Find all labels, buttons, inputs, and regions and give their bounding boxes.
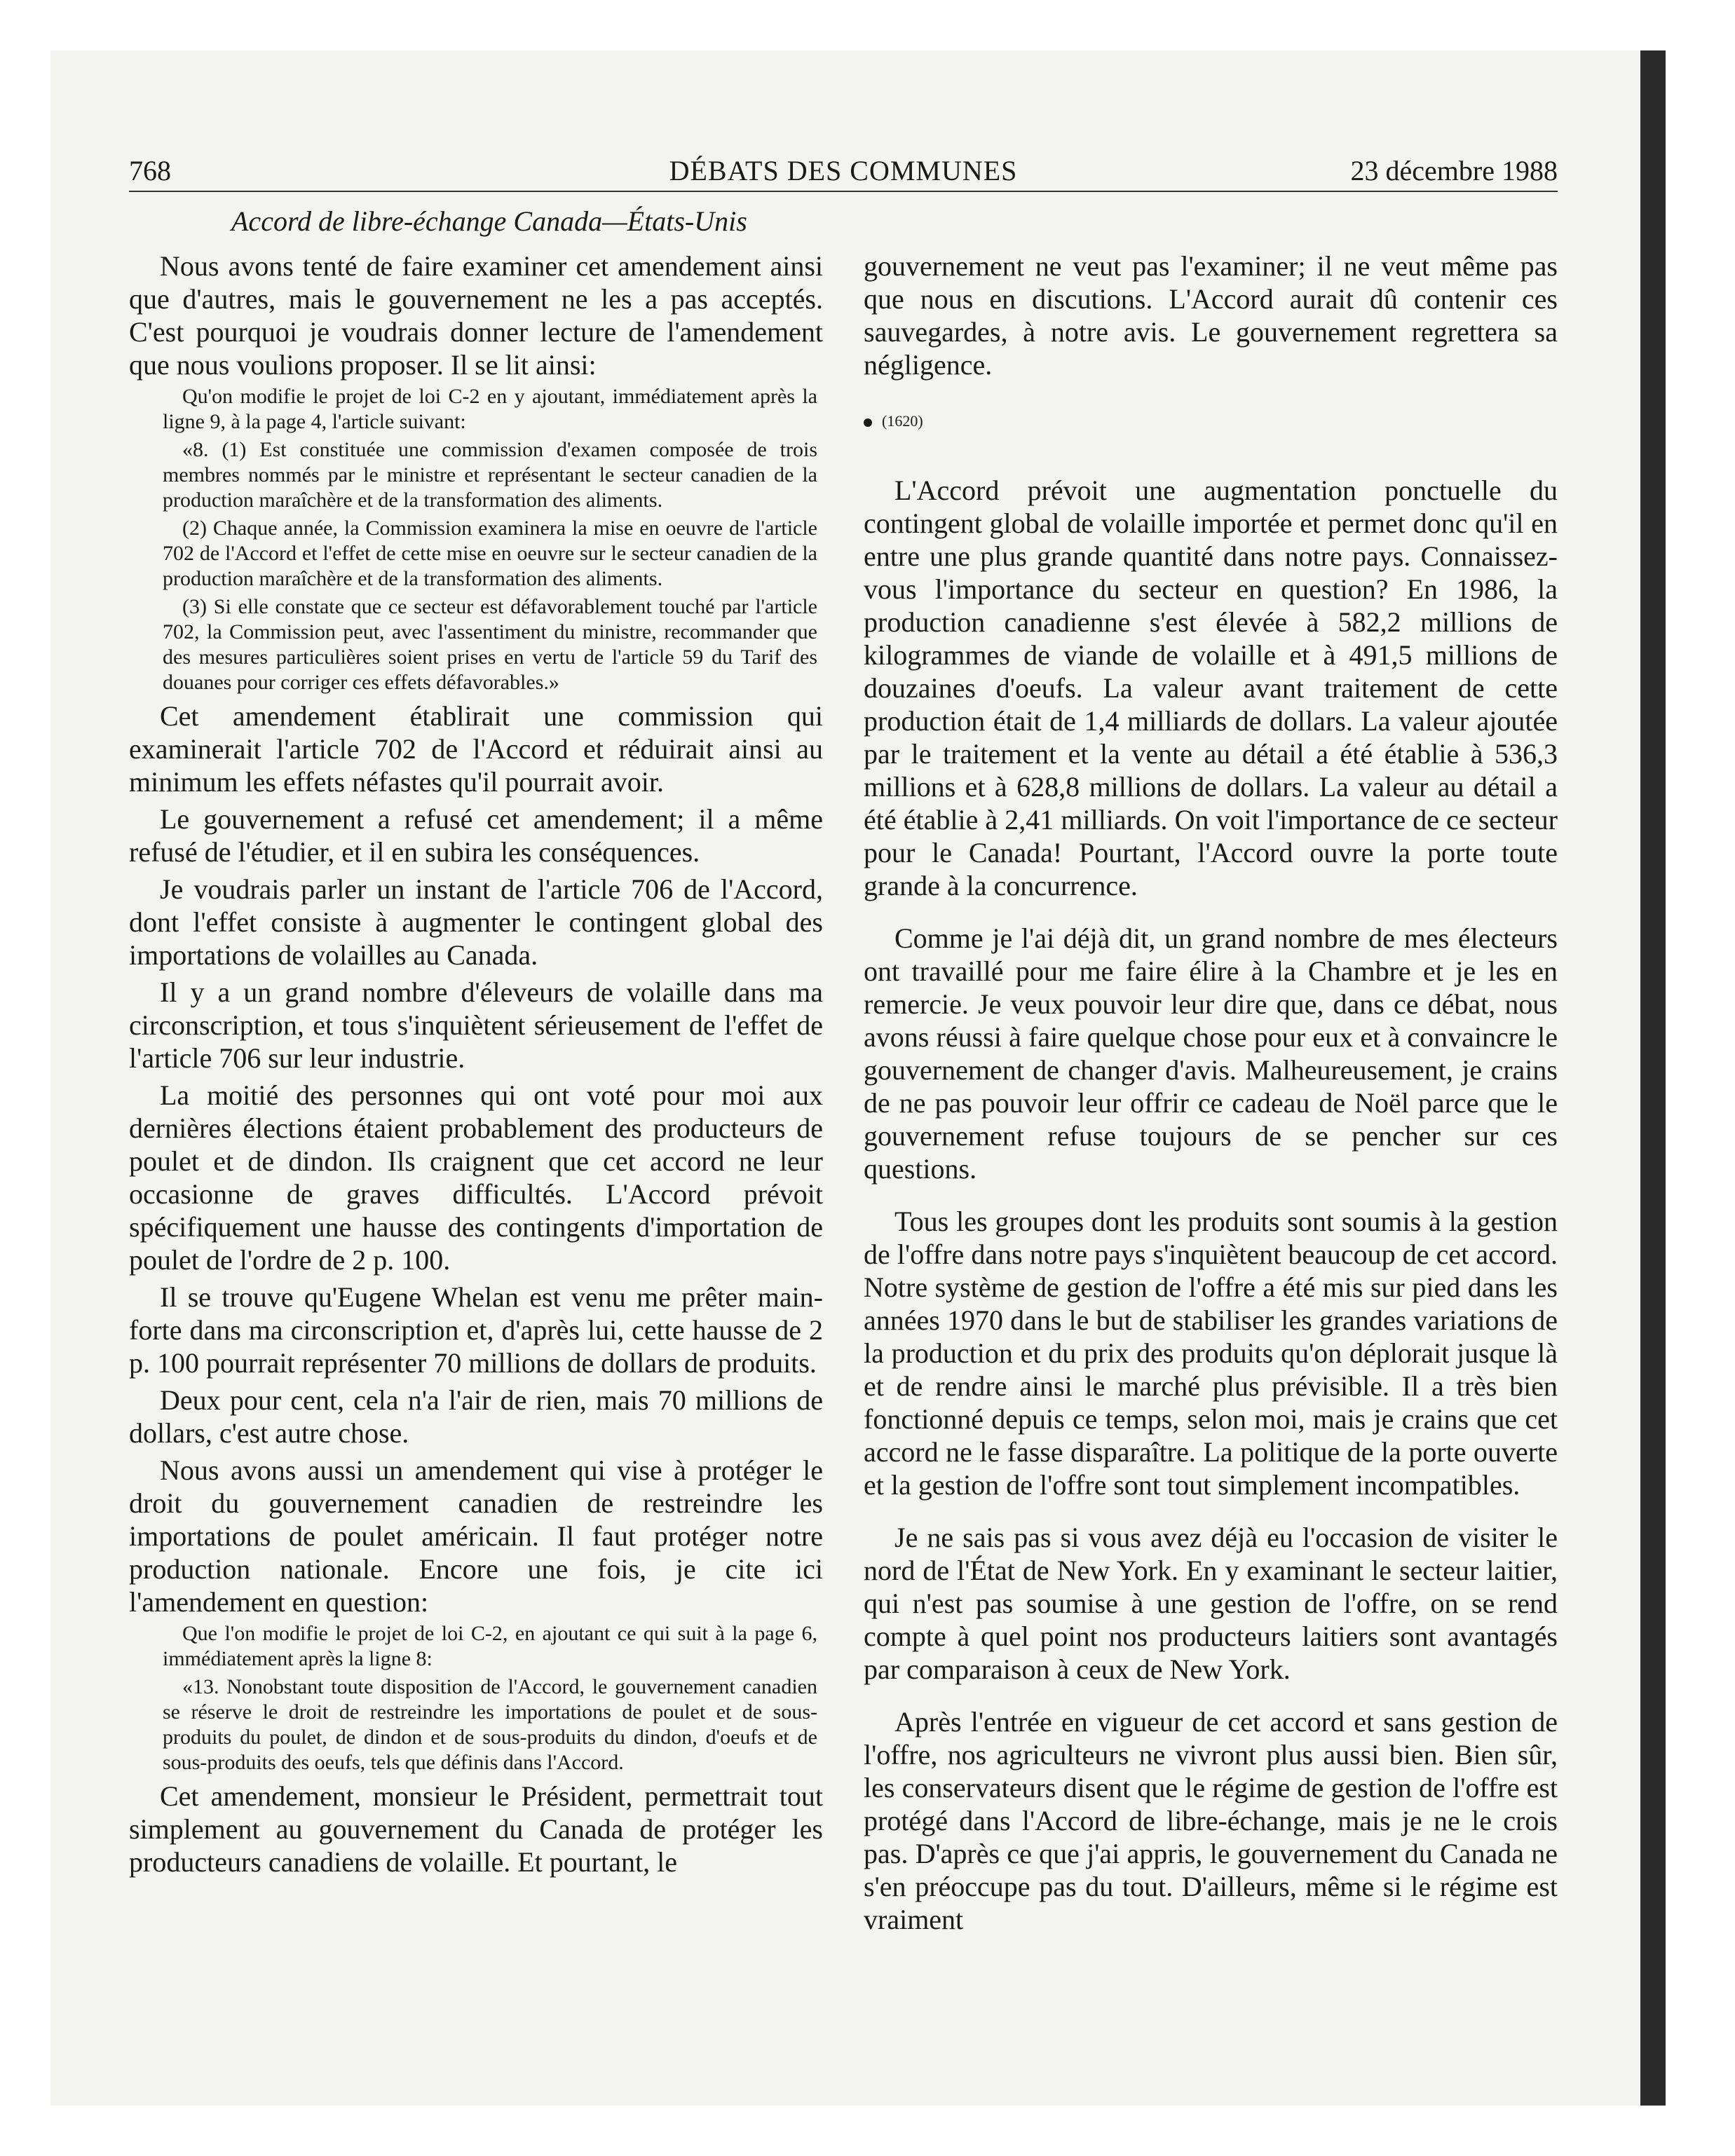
- paragraph: gouvernement ne veut pas l'examiner; il ne veut même pas que nous en discutions. L'Accord aurait dû contenir ces sauvegardes, à notre avis. Le gouvernement regrettera sa négligence.: [864, 250, 1558, 381]
- paragraph: Cet amendement, monsieur le Président, permettrait tout simplement au gouvernement du Canada de protéger les producteurs canadiens de volaille. Et pourtant, le: [129, 1780, 823, 1878]
- quoted-motion: Que l'on modifie le projet de loi C-2, en ajoutant ce qui suit à la page 6, immédiatement après la ligne 8:: [163, 1622, 817, 1670]
- publication-title: DÉBATS DES COMMUNES: [669, 155, 1018, 186]
- paragraph: Cet amendement établirait une commission qui examinerait l'article 702 de l'Accord et réduirait ainsi au minimum les effets néfastes qu'il pourrait avoir.: [129, 700, 823, 798]
- quoted-motion: Qu'on modifie le projet de loi C-2 en y ajoutant, immédiatement après la ligne 9, à la page 4, l'article suivant:: [163, 385, 817, 433]
- paragraph: Après l'entrée en vigueur de cet accord et sans gestion de l'offre, nos agriculteurs ne vivront plus aussi bien. Bien sûr, les conservateurs disent que le régime de gestion de l'offre est protégé dans l'Accord de libre-échange, mais je ne le crois pas. D'après ce que j'ai appris, le gouvernement du Canada ne s'en préoccupe pas du tout. D'ailleurs, même si le régime est vraiment: [864, 1706, 1558, 1935]
- paragraph: Le gouvernement a refusé cet amendement; il a même refusé de l'étudier, et il en subira les conséquences.: [129, 803, 823, 868]
- quoted-clause: «13. Nonobstant toute disposition de l'Accord, le gouvernement canadien se réserve le droit de restreindre les importations de poulet et de sous-produits du poulet, de dindon et de sous-produits du dindon, d'oeufs et de sous-produits des oeufs, tels que définis dans l'Accord.: [163, 1675, 817, 1774]
- paragraph: Nous avons aussi un amendement qui vise à protéger le droit du gouvernement canadien de restreindre les importations de poulet américain. Il faut protéger notre production nationale. Encore une fois, je cite ici l'amendement en question:: [129, 1454, 823, 1618]
- paragraph: Il y a un grand nombre d'éleveurs de volaille dans ma circonscription, et tous s'inquiètent sérieusement de l'effet de l'article 706 sur leur industrie.: [129, 976, 823, 1074]
- right-column: [864, 250, 1558, 1936]
- paragraph: Il se trouve qu'Eugene Whelan est venu me prêter main-forte dans ma circonscription et, d'après lui, cette hausse de 2 p. 100 pourrait représenter 70 millions de dollars de produits.: [129, 1281, 823, 1379]
- quoted-clause: (3) Si elle constate que ce secteur est défavorablement touché par l'article 702, la Commission peut, avec l'assentiment du ministre, recommander que des mesures particulières soient prises en vertu de l'article 59 du Tarif des douanes pour corriger ces effets défavorables.»: [163, 595, 817, 694]
- quoted-clause: «8. (1) Est constituée une commission d'examen composée de trois membres nommés par le ministre et représentant le secteur canadien de la production maraîchère et de la transformation des aliments.: [163, 438, 817, 512]
- paragraph: L'Accord prévoit une augmentation ponctuelle du contingent global de volaille importée et permet donc qu'il en entre une plus grande quantité dans notre pays. Connaissez-vous l'importance du secteur en question? En 1986, la production canadienne s'est élevée à 582,2 millions de kilogrammes de viande de volaille et à 491,5 millions de douzaines d'oeufs. La valeur avant traitement de cette production était de 1,4 milliards de dollars. La valeur ajoutée par le traitement et la vente au détail a été établie à 536,3 millions et à 628,8 millions de dollars. La valeur au détail a été établie à 2,41 milliards. On voit l'importance de ce secteur pour le Canada! Pourtant, l'Accord ouvre la porte toute grande à la concurrence.: [864, 475, 1558, 901]
- paragraph: Deux pour cent, cela n'a l'air de rien, mais 70 millions de dollars, c'est autre chose.: [129, 1384, 823, 1449]
- scan-edge-shadow: [1640, 50, 1666, 2106]
- paragraph: Nous avons tenté de faire examiner cet amendement ainsi que d'autres, mais le gouvernement ne les a pas acceptés. C'est pourquoi je voudrais donner lecture de l'amendement que nous voulions proposer. Il se lit ainsi:: [129, 250, 823, 381]
- paragraph: Tous les groupes dont les produits sont soumis à la gestion de l'offre dans notre pays s'inquiètent beaucoup de cet accord. Notre système de gestion de l'offre a été mis sur pied dans les années 1970 dans le but de stabiliser les grandes variations de la production et du prix des produits qu'on déplorait jusque là et de rendre ainsi le marché plus prévisible. Il a très bien fonctionné depuis ce temps, selon moi, mais je crains que cet accord ne le fasse disparaître. La politique de la porte ouverte et la gestion de l'offre sont tout simplement incompatibles.: [864, 1206, 1558, 1501]
- time-marker: [864, 411, 1558, 432]
- section-subheading: Accord de libre-échange Canada—États-Unis: [231, 205, 747, 237]
- paragraph: Comme je l'ai déjà dit, un grand nombre de mes électeurs ont travaillé pour me faire élire à la Chambre et je les en remercie. Je veux pouvoir leur dire que, dans ce débat, nous avons réussi à faire quelque chose pour eux et à convaincre le gouvernement de changer d'avis. Malheureusement, je crains de ne pas pouvoir leur offrir ce cadeau de Noël parce que le gouvernement refuse toujours de se pencher sur ces questions.: [864, 922, 1558, 1185]
- page-number: 768: [129, 155, 171, 186]
- paragraph: La moitié des personnes qui ont voté pour moi aux dernières élections étaient probablement des producteurs de poulet et de dindon. Ils craignent que cet accord ne leur occasionne de graves difficultés. L'Accord prévoit spécifiquement une hausse des contingents d'importation de poulet de l'ordre de 2 p. 100.: [129, 1079, 823, 1276]
- quoted-clause: (2) Chaque année, la Commission examinera la mise en oeuvre de l'article 702 de l'Accord et l'effet de cette mise en oeuvre sur le secteur canadien de la production maraîchère et de la transformation des aliments.: [163, 517, 817, 590]
- header-rule: [129, 191, 1558, 192]
- bullet-icon: [864, 418, 872, 427]
- paragraph: Je voudrais parler un instant de l'article 706 de l'Accord, dont l'effet consiste à augmenter le contingent global des importations de volailles au Canada.: [129, 873, 823, 971]
- time-marker-label: (1620): [882, 412, 923, 430]
- issue-date: 23 décembre 1988: [1350, 155, 1558, 186]
- paragraph: Je ne sais pas si vous avez déjà eu l'occasion de visiter le nord de l'État de New York. En y examinant le secteur laitier, qui n'est pas soumise à une gestion de l'offre, on se rend compte à quel point nos producteurs laitiers sont avantagés par comparaison à ceux de New York.: [864, 1522, 1558, 1685]
- page-header: [129, 153, 1558, 189]
- left-column: [129, 250, 823, 1878]
